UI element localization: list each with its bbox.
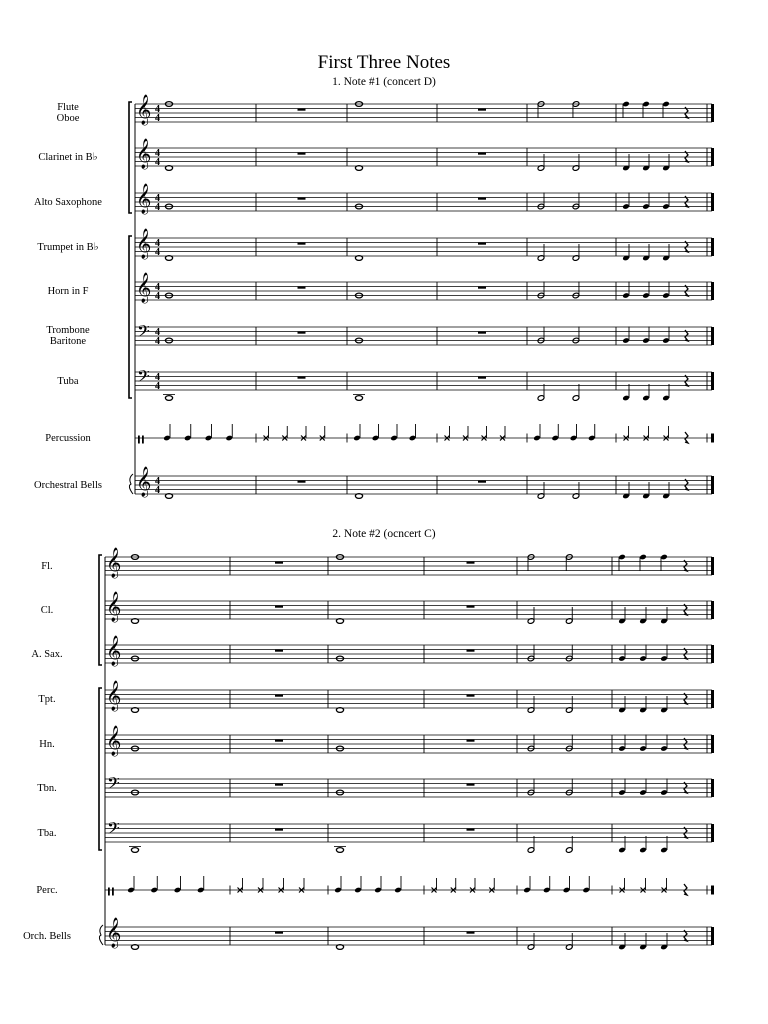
whole-rest — [467, 740, 475, 742]
time-signature: 4 — [155, 485, 160, 496]
bass-clef-icon: 𝄢 — [137, 366, 150, 390]
whole-rest — [298, 198, 306, 200]
time-signature: 4 — [155, 104, 160, 115]
whole-rest — [478, 153, 486, 155]
whole-rest — [478, 332, 486, 334]
system-heading: 1. Note #1 (concert D) — [332, 76, 436, 88]
whole-rest — [478, 481, 486, 483]
whole-rest — [275, 562, 283, 564]
whole-rest — [478, 377, 486, 379]
treble-clef-icon: 𝄞 — [106, 592, 122, 622]
whole-rest — [298, 243, 306, 245]
final-barline — [711, 327, 714, 345]
final-barline — [711, 104, 714, 122]
whole-rest — [478, 198, 486, 200]
treble-clef-icon: 𝄞 — [136, 467, 152, 497]
final-barline — [711, 735, 714, 753]
instrument-label: Hn. — [39, 738, 55, 750]
final-barline — [711, 434, 714, 443]
whole-rest — [275, 740, 283, 742]
time-signature: 4 — [155, 247, 160, 258]
bass-clef-icon: 𝄢 — [107, 818, 120, 842]
instrument-label: Trumpet in B♭ — [37, 241, 99, 253]
treble-clef-icon: 𝄞 — [136, 184, 152, 214]
final-barline — [711, 193, 714, 211]
instrument-label: Tba. — [37, 827, 57, 839]
final-barline — [711, 238, 714, 256]
treble-clef-icon: 𝄞 — [136, 139, 152, 169]
treble-clef-icon: 𝄞 — [106, 548, 122, 578]
treble-clef-icon: 𝄞 — [136, 273, 152, 303]
instrument-label: Trombone Baritone — [46, 325, 90, 347]
time-signature: 4 — [155, 238, 160, 249]
whole-rest — [467, 829, 475, 831]
time-signature: 4 — [155, 282, 160, 293]
instrument-label: Tpt. — [38, 693, 56, 705]
percussion-clef-icon — [112, 888, 114, 896]
time-signature: 4 — [155, 157, 160, 168]
quarter-rest — [684, 884, 687, 895]
time-signature: 4 — [155, 291, 160, 302]
time-signature: 4 — [155, 202, 160, 213]
instrument-label: Tuba — [57, 375, 79, 387]
instrument-label: Horn in F — [47, 285, 89, 297]
final-barline — [711, 282, 714, 300]
instrument-label: A. Sax. — [31, 648, 63, 660]
whole-rest — [275, 650, 283, 652]
percussion-clef-icon — [138, 436, 140, 444]
final-barline — [711, 601, 714, 619]
final-barline — [711, 824, 714, 842]
whole-rest — [275, 695, 283, 697]
time-signature: 4 — [155, 327, 160, 338]
time-signature: 4 — [155, 193, 160, 204]
instrument-label: Cl. — [40, 604, 54, 616]
woodwind-bracket — [129, 102, 132, 213]
whole-rest — [467, 932, 475, 934]
whole-note — [165, 396, 172, 401]
instrument-label: Fl. — [41, 560, 53, 572]
whole-rest — [478, 243, 486, 245]
whole-rest — [298, 481, 306, 483]
final-barline — [711, 779, 714, 797]
instrument-label: Percussion — [45, 432, 91, 444]
bells-brace — [129, 474, 133, 494]
whole-rest — [275, 829, 283, 831]
treble-clef-icon: 𝄞 — [136, 95, 152, 125]
woodwind-bracket — [99, 555, 102, 665]
whole-rest — [275, 932, 283, 934]
instrument-label: Alto Saxophone — [34, 196, 102, 208]
time-signature: 4 — [155, 372, 160, 383]
final-barline — [711, 645, 714, 663]
instrument-label: Clarinet in B♭ — [38, 151, 98, 163]
whole-rest — [298, 153, 306, 155]
treble-clef-icon: 𝄞 — [106, 918, 122, 948]
whole-rest — [275, 784, 283, 786]
whole-rest — [478, 109, 486, 111]
whole-rest — [298, 109, 306, 111]
whole-note — [131, 848, 138, 853]
whole-rest — [298, 287, 306, 289]
whole-note — [355, 396, 362, 401]
final-barline — [711, 557, 714, 575]
final-barline — [711, 690, 714, 708]
treble-clef-icon: 𝄞 — [106, 681, 122, 711]
treble-clef-icon: 𝄞 — [106, 636, 122, 666]
final-barline — [711, 476, 714, 494]
time-signature: 4 — [155, 381, 160, 392]
percussion-clef-icon — [108, 888, 110, 896]
whole-rest — [467, 784, 475, 786]
time-signature: 4 — [155, 148, 160, 159]
instrument-label: Flute Oboe — [56, 102, 80, 124]
instrument-label: Perc. — [36, 884, 58, 896]
bass-clef-icon: 𝄢 — [107, 773, 120, 797]
brass-bracket — [129, 236, 132, 398]
final-barline — [711, 886, 714, 895]
page-title: First Three Notes — [317, 52, 451, 73]
brass-bracket — [99, 688, 102, 850]
instrument-label: Orchestral Bells — [34, 479, 102, 491]
whole-note — [336, 848, 343, 853]
whole-rest — [478, 287, 486, 289]
whole-rest — [467, 606, 475, 608]
whole-rest — [298, 377, 306, 379]
system-heading: 2. Note #2 (ocncert C) — [332, 528, 436, 540]
whole-rest — [275, 606, 283, 608]
instrument-label: Tbn. — [37, 782, 57, 794]
percussion-clef-icon — [142, 436, 144, 444]
treble-clef-icon: 𝄞 — [106, 726, 122, 756]
whole-rest — [467, 650, 475, 652]
treble-clef-icon: 𝄞 — [136, 229, 152, 259]
final-barline — [711, 372, 714, 390]
time-signature: 4 — [155, 336, 160, 347]
instrument-label: Orch. Bells — [23, 930, 71, 942]
bells-brace — [99, 925, 103, 945]
time-signature: 4 — [155, 113, 160, 124]
final-barline — [711, 927, 714, 945]
whole-rest — [298, 332, 306, 334]
quarter-rest — [685, 432, 688, 443]
whole-rest — [467, 695, 475, 697]
whole-rest — [467, 562, 475, 564]
final-barline — [711, 148, 714, 166]
time-signature: 4 — [155, 476, 160, 487]
bass-clef-icon: 𝄢 — [137, 321, 150, 345]
